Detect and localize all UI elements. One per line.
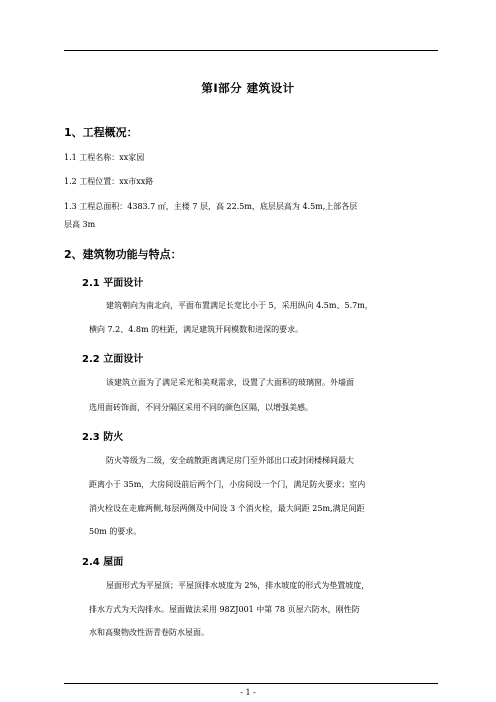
section-2-heading: 2、建筑物功能与特点： bbox=[64, 248, 182, 261]
page-title: 第Ⅰ部分 建筑设计 bbox=[201, 81, 295, 95]
header-rule bbox=[64, 50, 438, 51]
roof-line-3: 水和高聚物改性沥青卷防水屋面。 bbox=[89, 628, 209, 637]
section-1-heading: 1、工程概况： bbox=[64, 126, 138, 139]
project-area-line: 1.3 工程总面积：4383.7 ㎡，主楼 7 层，高 22.5m，底层层高为 4.5m,上部各层 bbox=[64, 202, 358, 211]
subsection-2-1-heading: 2.1 平面设计 bbox=[82, 278, 144, 289]
project-location-line: 1.2 工程位置：xx市xx路 bbox=[64, 177, 154, 186]
fire-line-2: 距离小于 35m，大房间设前后两个门，小房间设一个门，满足防火要求；室内 bbox=[89, 480, 366, 489]
plan-design-line-2: 横向 7.2、4.8m 的柱距，满足建筑开间模数和进深的要求。 bbox=[89, 325, 304, 334]
fire-line-4: 50m 的要求。 bbox=[89, 527, 142, 536]
project-name-line: 1.1 工程名称：xx家园 bbox=[64, 153, 145, 162]
fire-line-1: 防火等级为二级，安全疏散距离满足房门至外部出口或封闭楼梯间最大 bbox=[106, 456, 354, 465]
page-number: - 1 - bbox=[240, 688, 256, 697]
footer-rule bbox=[64, 683, 438, 684]
roof-line-1: 屋面形式为平屋顶；平屋顶排水坡度为 2%，排水坡度的形式为垫置坡度， bbox=[106, 581, 370, 590]
fire-line-3: 消火栓设在走廊两侧,每层两侧及中间设 3 个消火栓，最大间距 25m,满足间距 bbox=[89, 504, 365, 513]
plan-design-line-1: 建筑朝向为南北向，平面布置满足长宽比小于 5，采用纵向 4.5m、5.7m， bbox=[106, 301, 373, 310]
elevation-design-line-1: 该建筑立面为了满足采光和美观需求，设置了大面积的玻璃窗。外墙面 bbox=[106, 378, 354, 387]
subsection-2-2-heading: 2.2 立面设计 bbox=[82, 354, 144, 365]
roof-line-2: 排水方式为天沟排水。屋面做法采用 98ZJ001 中第 78 页屋六防水，刚性防 bbox=[89, 605, 360, 614]
project-area-line-cont: 层高 3m bbox=[64, 220, 96, 229]
elevation-design-line-2: 选用面砖饰面，不同分隔区采用不同的颜色区隔，以增强美感。 bbox=[89, 403, 313, 412]
subsection-2-3-heading: 2.3 防火 bbox=[82, 432, 124, 443]
subsection-2-4-heading: 2.4 屋面 bbox=[82, 557, 124, 568]
